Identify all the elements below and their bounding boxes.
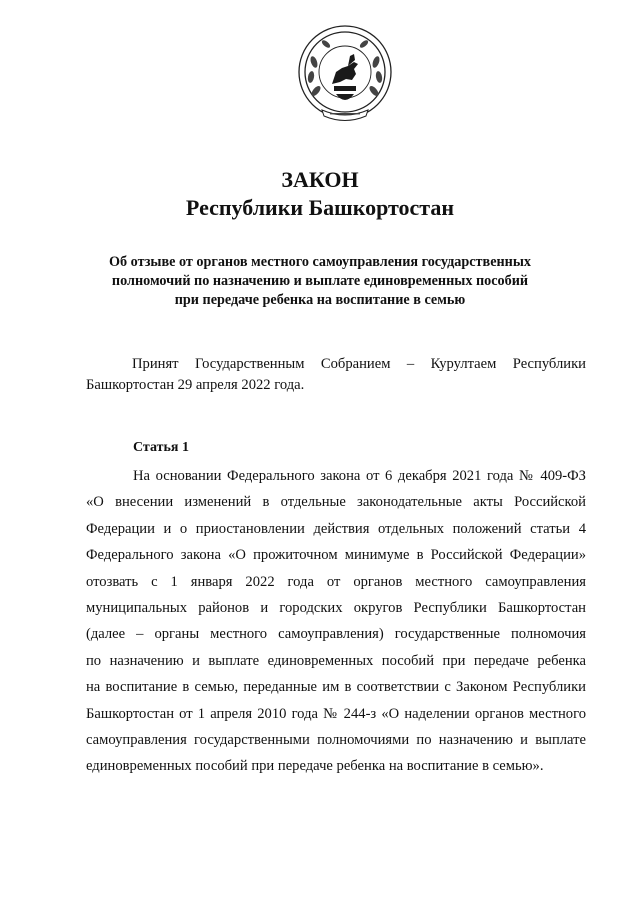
- article-body: [86, 463, 586, 780]
- law-heading: ЗАКОН: [281, 167, 359, 192]
- article-line: отозвать с 1 января 2022 года от органов местного самоуправления: [86, 573, 586, 590]
- article-line: единовременных пособий при передаче ребенка на воспитание в семью».: [86, 758, 544, 775]
- article-line: муниципальных районов и городских округов Республики Башкортостан: [86, 600, 586, 617]
- article-line: «О внесении изменений в отдельные законодательные акты Российской: [86, 494, 586, 511]
- article-line: на воспитание в семью, переданные им в соответствии с Законом Республики: [86, 679, 586, 696]
- subject-line: Об отзыве от органов местного самоуправления государственных: [108, 254, 532, 270]
- article-heading: Статья 1: [133, 440, 189, 455]
- subject-line: полномочий по назначению и выплате единовременных пособий: [111, 273, 529, 289]
- subject-line: при передаче ребенка на воспитание в семью: [174, 292, 466, 308]
- law-subject: [0, 253, 640, 310]
- article-line: Федерального закона «О прожиточном минимуме в Российской Федерации»: [86, 547, 586, 564]
- emblem-graphic: [296, 22, 394, 126]
- article-line: самоуправления государственными полномочиями по назначению и выплате: [86, 732, 586, 749]
- article-line: На основании Федерального закона от 6 декабря 2021 года № 409-ФЗ: [133, 468, 586, 484]
- article-line: (далее – органы местного самоуправления) государственные полномочия: [86, 626, 586, 643]
- article-line: Федерации и о приостановлении действия отдельных положений статьи 4: [86, 520, 586, 537]
- adoption-line: Башкортостан 29 апреля 2022 года.: [86, 377, 305, 393]
- adoption-line: Принят Государственным Собранием – Курултаем Республики: [132, 356, 586, 372]
- article-line: Башкортостан от 1 апреля 2010 года № 244-з «О наделении органов местного: [86, 705, 586, 722]
- coat-of-arms-icon: [296, 22, 394, 126]
- republic-heading: Республики Башкортостан: [185, 195, 455, 220]
- adoption-note: [86, 354, 586, 396]
- article-line: по назначению и выплате единовременных пособий при передаче ребенка: [86, 652, 586, 669]
- document-title: [0, 166, 640, 222]
